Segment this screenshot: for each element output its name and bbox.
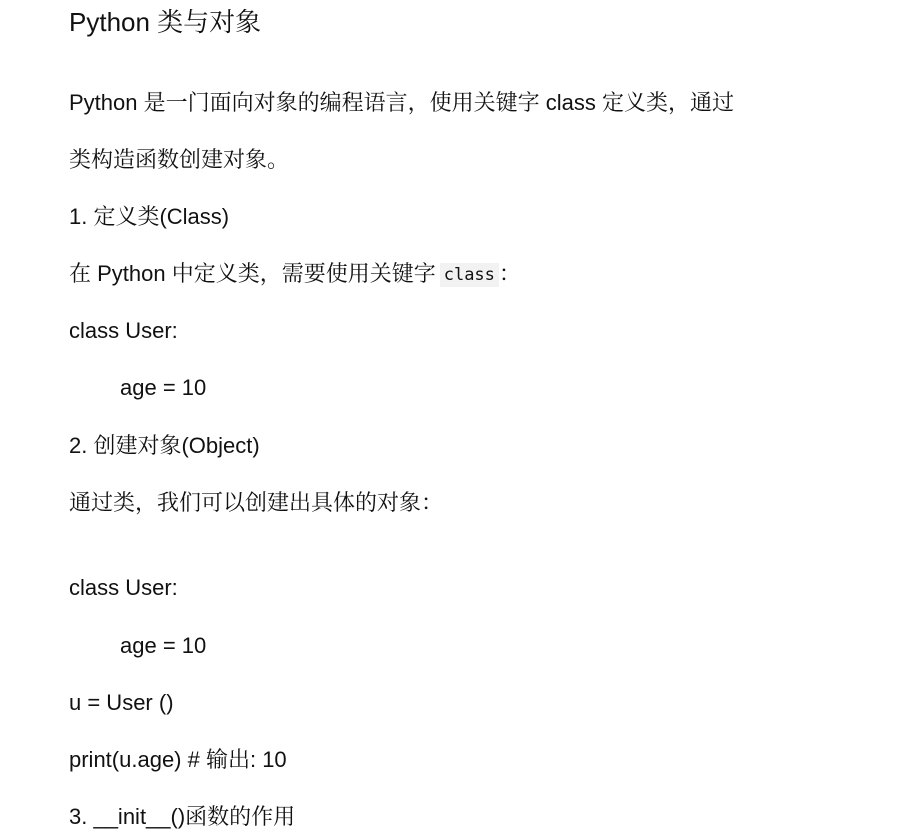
code-line: age = 10 bbox=[120, 375, 207, 400]
section-1-text-before: 在 Python 中定义类，需要使用关键字 bbox=[69, 261, 436, 286]
section-2-text: 通过类，我们可以创建出具体的对象： bbox=[69, 490, 444, 515]
code-line: age = 10 bbox=[120, 633, 207, 658]
page-title: Python 类与对象 bbox=[69, 7, 262, 37]
inline-code: class bbox=[440, 263, 499, 287]
section-1-text bbox=[69, 259, 521, 289]
code-line: class User: bbox=[69, 318, 178, 343]
code-line: print(u.age) # 输出: 10 bbox=[69, 747, 287, 772]
section-3-heading: 3. __init__()函数的作用 bbox=[69, 804, 296, 829]
section-2-heading: 2. 创建对象(Object) bbox=[69, 433, 260, 458]
intro-line-1: Python 是一门面向对象的编程语言，使用关键字 class 定义类，通过 bbox=[69, 90, 734, 115]
section-1-text-after: ： bbox=[498, 261, 521, 286]
code-line: u = User () bbox=[69, 690, 174, 715]
code-line: class User: bbox=[69, 575, 178, 600]
intro-line-2: 类构造函数创建对象。 bbox=[69, 147, 290, 172]
section-1-heading: 1. 定义类(Class) bbox=[69, 204, 230, 229]
